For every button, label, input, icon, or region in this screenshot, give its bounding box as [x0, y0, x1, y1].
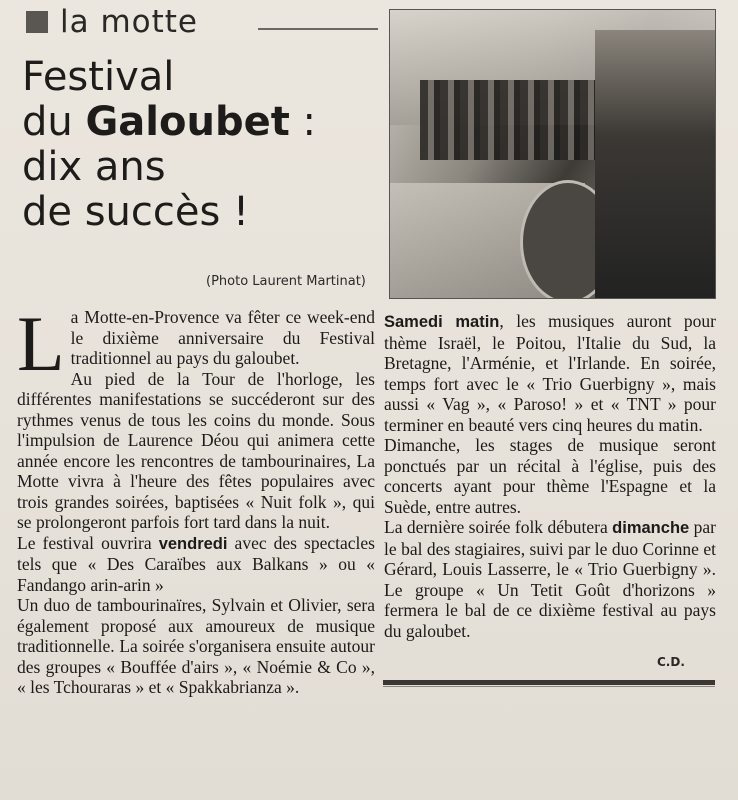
- paragraph: Samedi matin, les musiques auront pour thème Israël, le Poitou, l'Italie du Sud, la Bretagne, l'Arménie, et l'Irlande. En soirée, temps fort avec le « Trio Guerbigny », mais aussi « Vag », « Paroso! » et « TNT » pour terminer en beauté vers cinq heures du matin.: [384, 311, 716, 435]
- end-rule-thin: [383, 686, 715, 687]
- paragraph: La dernière soirée folk débutera dimanche par le bal des stagiaires, suivi par le duo Corinne et Gérard, Louis Lasserre, le « Trio Guerbigny ». Le groupe « Un Tetit Goût d'horizons » fermera le bal de ce dixième festival au pays du galoubet.: [384, 517, 716, 641]
- end-rule: [383, 680, 715, 685]
- headline: [22, 55, 382, 235]
- headline-line-1: Festival: [22, 54, 175, 100]
- kicker-rule: [258, 28, 378, 30]
- kicker-text: la motte: [60, 4, 199, 40]
- photo-musician: [595, 30, 715, 298]
- headline-line-3: dix ans: [22, 144, 166, 190]
- author-signature: C.D.: [657, 655, 685, 669]
- drop-cap: L: [17, 300, 65, 387]
- article-column-1: [17, 300, 375, 698]
- section-kicker: [26, 4, 198, 40]
- paragraph: Au pied de la Tour de l'horloge, les différentes manifestations se succéderont sur des rythmes venus de tous les coins du monde. Sous l'impulsion de Laurence Déou qui animera cette année encore les rencontres de tambourinaires, La Motte vivra à l'heure des fêtes populaires avec trois grandes soirées, baptisées « Nuit folk », qui se prolongeront parfois fort tard dans la nuit.: [17, 368, 375, 532]
- festival-photo: [389, 9, 716, 299]
- photo-credit: (Photo Laurent Martinat): [206, 274, 366, 289]
- headline-line-2: du Galoubet :: [22, 99, 317, 145]
- paragraph: Le festival ouvrira vendredi avec des spectacles tels que « Des Caraïbes aux Balkans » ou « Fandango arin-arin »: [17, 532, 375, 595]
- paragraph: Un duo de tambourinaïres, Sylvain et Olivier, sera également proposé aux amoureux de musique traditionnelle. La soirée s'organisera ensuite autour des groupes « Bouffée d'airs », « Noémie & Co », « les Tchouraras » et « Spakkabrianza ».: [17, 595, 375, 697]
- article-column-2: [384, 311, 716, 641]
- paragraph: La Motte-en-Provence va fêter ce week-end le dixième anniversaire du Festival traditionnel au pays du galoubet.: [17, 300, 375, 387]
- headline-line-4: de succès !: [22, 189, 250, 235]
- kicker-square-icon: [26, 11, 48, 33]
- paragraph: Dimanche, les stages de musique seront ponctués par un récital à l'église, puis des concerts ayant pour thème l'Espagne et la Suède, entre autres.: [384, 435, 716, 517]
